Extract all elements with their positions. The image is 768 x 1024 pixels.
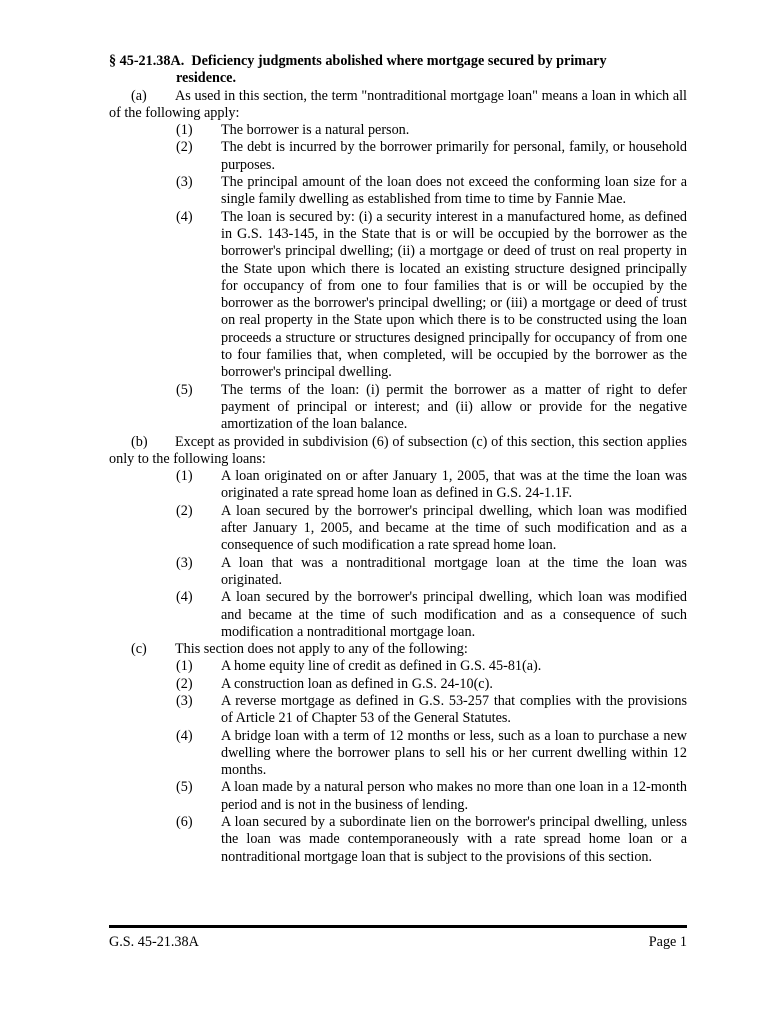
list-item <box>109 122 687 139</box>
item-label: (2) <box>176 502 193 519</box>
subsection-paragraph <box>109 434 687 469</box>
item-text: A reverse mortgage as defined in G.S. 53-257 that complies with the provisions of Article 21 of Chapter 53 of the General Statutes. <box>221 692 687 727</box>
list-item <box>109 382 687 434</box>
list-item <box>109 555 687 590</box>
item-text: The loan is secured by: (i) a security interest in a manufactured home, as defined in G.S. 143-145, in the State that is or will be occupied by the borrower as the borrower's principal dwelling; (ii) a mortgage or deed of trust on real property in the State upon which there is located an existing structure designed principally for occupancy of from one to four families that is or will be occupied by the borrower as the borrower's principal dwelling; or (iii) a mortgage or deed of trust on real property in the State upon which there is to be constructed using the loan proceeds a structure or structures designed principally for occupancy of from one to four families that, when completed, will be occupied by the borrower as the borrower's principal dwelling. <box>221 208 687 381</box>
subsection-a <box>109 88 687 434</box>
document-page <box>109 53 687 866</box>
item-text: A construction loan as defined in G.S. 24-10(c). <box>221 675 493 692</box>
item-text: The terms of the loan: (i) permit the borrower as a matter of right to defer payment of principal or interest; and (ii) allow or provide for the negative amortization of the loan balance. <box>221 381 687 433</box>
list-item <box>109 503 687 555</box>
subsection-text: This section does not apply to any of the following: <box>175 641 468 658</box>
list-item <box>109 139 687 174</box>
item-text: A loan secured by the borrower's principal dwelling, which loan was modified after January 1, 2005, and became at the time of such modification and as a consequence of such modification a rate spread home loan. <box>221 502 687 554</box>
item-text: The debt is incurred by the borrower primarily for personal, family, or household purposes. <box>221 139 687 173</box>
page-number: Page 1 <box>648 934 687 950</box>
subsection-text: As used in this section, the term "nontraditional mortgage loan" means a loan in which all of the following apply: <box>109 87 687 121</box>
list-item <box>109 676 687 693</box>
section-heading-line-1: § 45-21.38A. Deficiency judgments abolished where mortgage secured by primary <box>109 53 607 69</box>
footer-divider <box>109 925 687 928</box>
item-label: (4) <box>176 208 193 225</box>
item-label: (4) <box>176 727 193 744</box>
list-item <box>109 693 687 728</box>
item-label: (2) <box>176 139 193 156</box>
item-text: A loan secured by a subordinate lien on the borrower's principal dwelling, unless the loan was made contemporaneously with a rate spread home loan or a nontraditional mortgage loan that is subject to the provisions of this section. <box>221 814 687 865</box>
subsection-label: (c) <box>131 641 147 658</box>
list-item <box>109 209 687 382</box>
list-item <box>109 174 687 209</box>
item-label: (4) <box>176 589 193 606</box>
subsection-b <box>109 434 687 642</box>
item-label: (3) <box>176 692 193 709</box>
subsection-text: Except as provided in subdivision (6) of subsection (c) of this section, this section applies only to the following loans: <box>109 433 687 467</box>
section-heading-line-2: residence. <box>176 70 237 87</box>
item-label: (5) <box>176 381 193 398</box>
subsection-c <box>109 641 687 866</box>
subsection-label: (a) <box>131 87 147 104</box>
item-label: (6) <box>176 814 193 831</box>
list-item <box>109 779 687 814</box>
item-label: (3) <box>176 174 193 191</box>
item-text: A loan that was a nontraditional mortgage loan at the time the loan was originated. <box>221 554 687 588</box>
item-label: (5) <box>176 779 193 796</box>
section-heading <box>109 53 687 88</box>
item-label: (1) <box>176 468 193 485</box>
subsection-paragraph <box>109 641 687 658</box>
item-label: (1) <box>176 658 193 675</box>
item-text: A loan made by a natural person who makes no more than one loan in a 12-month period and is not in the business of lending. <box>221 779 687 813</box>
item-label: (1) <box>176 122 193 139</box>
item-text: A loan secured by the borrower's principal dwelling, which loan was modified and became at the time of such modification and as a consequence of such modification a nontraditional mortgage loan. <box>221 589 687 640</box>
subsection-label: (b) <box>131 433 148 450</box>
list-item <box>109 468 687 503</box>
item-label: (2) <box>176 675 193 692</box>
item-text: The principal amount of the loan does not exceed the conforming loan size for a single family dwelling as established from time to time by Fannie Mae. <box>221 174 687 208</box>
footer-citation: G.S. 45-21.38A <box>109 934 199 950</box>
item-text: A loan originated on or after January 1, 2005, that was at the time the loan was originated a rate spread home loan as defined in G.S. 24-1.1F. <box>221 468 687 502</box>
item-text: A home equity line of credit as defined in G.S. 45-81(a). <box>221 658 542 675</box>
list-item <box>109 658 687 675</box>
item-text: A bridge loan with a term of 12 months or less, such as a loan to purchase a new dwelling where the borrower plans to sell his or her current dwelling within 12 months. <box>221 727 687 779</box>
item-label: (3) <box>176 554 193 571</box>
list-item <box>109 728 687 780</box>
list-item <box>109 814 687 866</box>
subsection-paragraph <box>109 88 687 123</box>
list-item <box>109 589 687 641</box>
item-text: The borrower is a natural person. <box>221 122 410 139</box>
